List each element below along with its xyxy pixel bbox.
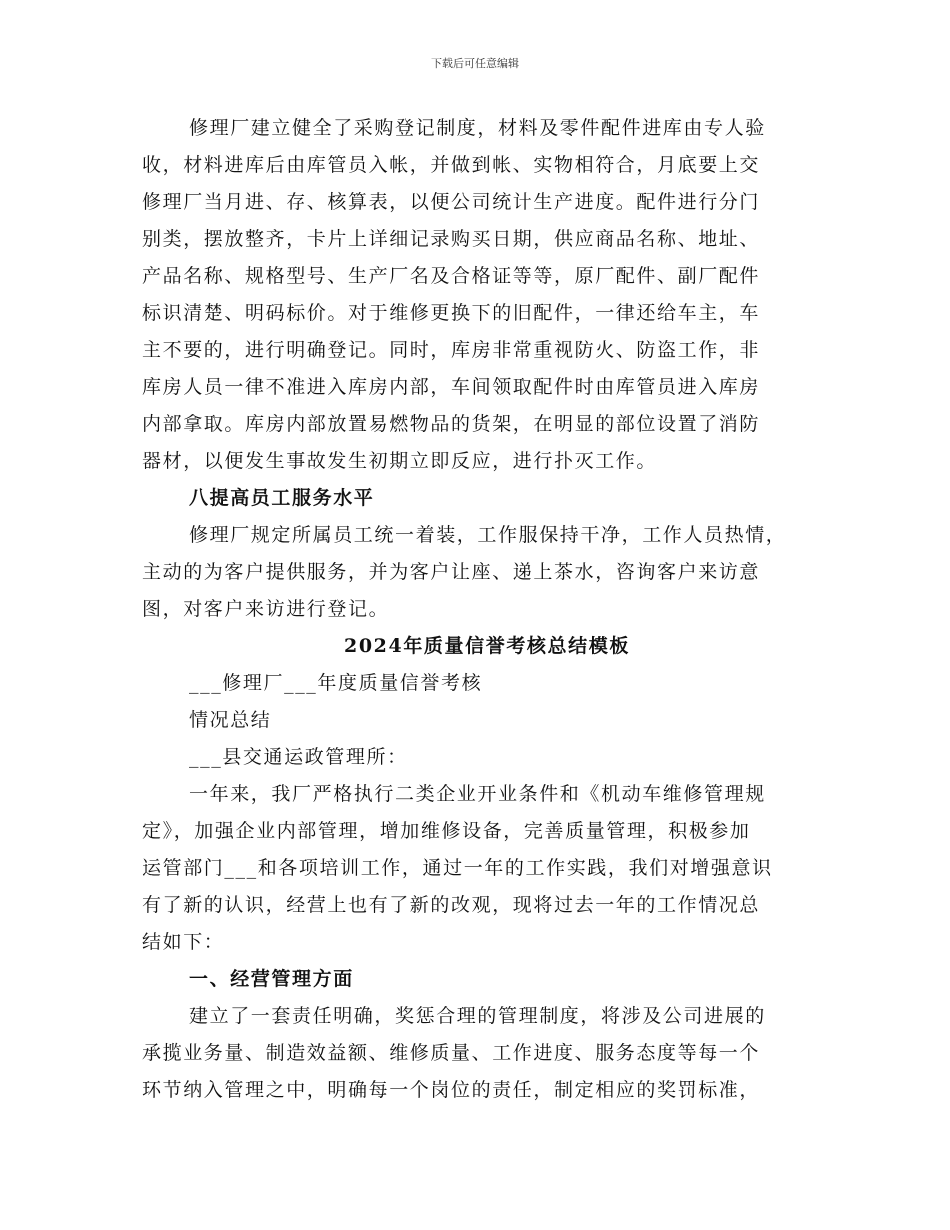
text-line: 收，材料进库后由库管员入帐，并做到帐、实物相符合，月底要上交 xyxy=(142,154,761,176)
text-line: 修理厂建立健全了采购登记制度，材料及零件配件进库由专人验 xyxy=(189,117,766,139)
text-line: 主不要的，进行明确登记。同时，库房非常重视防火、防盗工作，非 xyxy=(142,339,761,361)
page-header: 下载后可任意编辑 xyxy=(431,57,519,70)
document-subtitle-continued: 情况总结 xyxy=(189,709,272,731)
section-heading-service: 八提高员工服务水平 xyxy=(189,487,375,509)
paragraph-management xyxy=(142,998,832,1109)
text-line: 产品名称、规格型号、生产厂名及合格证等等，原厂配件、副厂配件 xyxy=(142,265,761,287)
text-line: 内部拿取。库房内部放置易燃物品的货架，在明显的部位设置了消防 xyxy=(142,413,761,435)
text-line: 结如下： xyxy=(142,931,225,953)
section-heading-management: 一、经营管理方面 xyxy=(189,968,354,990)
text-line: 图，对客户来访进行登记。 xyxy=(142,598,390,620)
text-line: 运管部门___和各项培训工作，通过一年的工作实践，我们对增强意识 xyxy=(142,857,773,879)
text-line: 别类，摆放整齐，卡片上详细记录购买日期，供应商品名称、地址、 xyxy=(142,228,761,250)
text-line: 一年来，我厂严格执行二类企业开业条件和《机动车维修管理规 xyxy=(189,783,766,805)
document-title: 2024年质量信誉考核总结模板 xyxy=(344,635,630,657)
addressee: ___县交通运政管理所： xyxy=(189,746,408,768)
text-line: 主动的为客户提供服务，并为客户让座、递上茶水，咨询客户来访意 xyxy=(142,561,761,583)
document-body xyxy=(142,110,832,1109)
text-line: 环节纳入管理之中，明确每一个岗位的责任，制定相应的奖罚标准， xyxy=(142,1079,761,1101)
paragraph-service xyxy=(142,517,832,628)
paragraph-intro xyxy=(142,776,832,961)
text-line: 标识清楚、明码标价。对于维修更换下的旧配件，一律还给车主，车 xyxy=(142,302,761,324)
document-subtitle: ___修理厂___年度质量信誉考核 xyxy=(189,672,483,694)
text-line: 修理厂规定所属员工统一着装，工作服保持干净，工作人员热情， xyxy=(189,524,787,546)
text-line: 定》，加强企业内部管理，增加维修设备，完善质量管理，积极参加 xyxy=(142,820,751,842)
text-line: 库房人员一律不准进入库房内部，车间领取配件时由库管员进入库房 xyxy=(142,376,761,398)
text-line: 有了新的认识，经营上也有了新的改观，现将过去一年的工作情况总 xyxy=(142,894,761,916)
text-line: 建立了一套责任明确，奖惩合理的管理制度，将涉及公司进展的 xyxy=(189,1005,766,1027)
text-line: 承揽业务量、制造效益额、维修质量、工作进度、服务态度等每一个 xyxy=(142,1042,761,1064)
text-line: 器材，以便发生事故发生初期立即反应，进行扑灭工作。 xyxy=(142,450,658,472)
paragraph-warehouse xyxy=(142,110,832,480)
text-line: 修理厂当月进、存、核算表，以便公司统计生产进度。配件进行分门 xyxy=(142,191,761,213)
